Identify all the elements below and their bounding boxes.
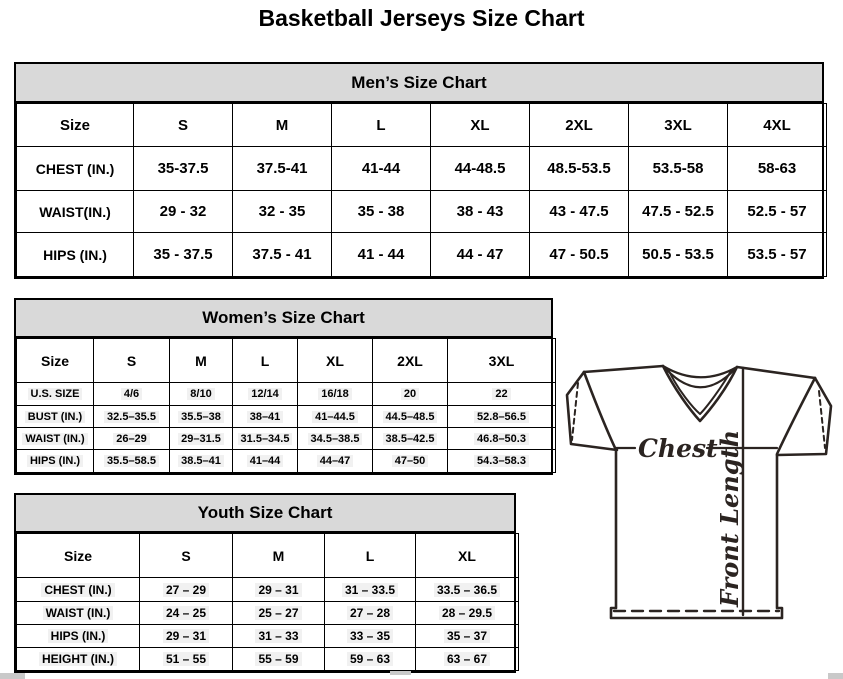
value-cell: 37.5-41 [233,147,332,191]
value-cell: 54.3–58.3 [448,450,556,473]
value-cell: 25 – 27 [233,602,325,625]
value-cell: 38 - 43 [431,191,530,233]
value-cell: 35 – 37 [416,625,519,648]
jersey-outline-icon [563,358,837,626]
measurement-row [17,191,827,233]
measurement-row [17,428,556,450]
value-cell: 16/18 [298,383,373,406]
value-cell: 44 - 47 [431,233,530,277]
row-label-cell: HIPS (IN.) [17,625,140,648]
value-cell: 41–44.5 [298,406,373,428]
measurement-row [17,602,519,625]
value-cell: 27 – 29 [140,578,233,602]
value-cell: 37.5 - 41 [233,233,332,277]
value-cell: 55 – 59 [233,648,325,671]
column-header-cell: M [233,104,332,147]
value-cell: 47 - 50.5 [530,233,629,277]
row-label-cell: WAIST (IN.) [17,428,94,450]
value-cell: 35.5–38 [170,406,233,428]
value-cell: 44.5–48.5 [373,406,448,428]
size-label-cell: Size [17,104,134,147]
value-cell: 31 – 33.5 [325,578,416,602]
measurement-row [17,450,556,473]
value-cell: 35 - 37.5 [134,233,233,277]
value-cell: 29–31.5 [170,428,233,450]
value-cell: 20 [373,383,448,406]
value-cell: 50.5 - 53.5 [629,233,728,277]
scrollbar-artifact-middle [390,671,411,675]
size-label-cell: Size [17,534,140,578]
value-cell: 31 – 33 [233,625,325,648]
row-label-cell: WAIST (IN.) [17,602,140,625]
column-header-cell: 3XL [448,339,556,383]
value-cell: 28 – 29.5 [416,602,519,625]
mens-table-grid [16,103,827,277]
value-cell: 41-44 [332,147,431,191]
value-cell: 31.5–34.5 [233,428,298,450]
measurement-row [17,625,519,648]
chest-measurement-label: Chest [638,434,718,463]
mens-size-chart-table [14,62,824,279]
value-cell: 52.8–56.5 [448,406,556,428]
column-header-cell: S [134,104,233,147]
column-header-cell: XL [416,534,519,578]
column-header-cell: 4XL [728,104,827,147]
value-cell: 41 - 44 [332,233,431,277]
value-cell: 27 – 28 [325,602,416,625]
value-cell: 4/6 [94,383,170,406]
row-label-cell: U.S. SIZE [17,383,94,406]
value-cell: 22 [448,383,556,406]
youth-table-header: Youth Size Chart [16,495,514,533]
value-cell: 47–50 [373,450,448,473]
measurement-row [17,233,827,277]
jersey-measurement-diagram [563,358,837,631]
value-cell: 43 - 47.5 [530,191,629,233]
measurement-row [17,383,556,406]
value-cell: 46.8–50.3 [448,428,556,450]
size-header-row [17,104,827,147]
column-header-cell: M [233,534,325,578]
value-cell: 59 – 63 [325,648,416,671]
column-header-cell: 2XL [373,339,448,383]
column-header-cell: M [170,339,233,383]
value-cell: 48.5-53.5 [530,147,629,191]
column-header-cell: L [332,104,431,147]
size-header-row [17,534,519,578]
value-cell: 29 – 31 [140,625,233,648]
value-cell: 44–47 [298,450,373,473]
measurement-row [17,147,827,191]
value-cell: 12/14 [233,383,298,406]
row-label-cell: HIPS (IN.) [17,450,94,473]
size-label-cell: Size [17,339,94,383]
column-header-cell: L [233,339,298,383]
value-cell: 26–29 [94,428,170,450]
row-label-cell: HEIGHT (IN.) [17,648,140,671]
scrollbar-artifact-right [828,673,843,679]
value-cell: 32.5–35.5 [94,406,170,428]
womens-table-grid [16,338,556,473]
womens-table-header: Women’s Size Chart [16,300,551,338]
measurement-row [17,648,519,671]
mens-table-header: Men’s Size Chart [16,64,822,103]
column-header-cell: 2XL [530,104,629,147]
value-cell: 53.5 - 57 [728,233,827,277]
womens-size-chart-table [14,298,553,475]
value-cell: 63 – 67 [416,648,519,671]
value-cell: 34.5–38.5 [298,428,373,450]
youth-size-chart-table [14,493,516,673]
row-label-cell: WAIST(IN.) [17,191,134,233]
value-cell: 58-63 [728,147,827,191]
column-header-cell: S [94,339,170,383]
value-cell: 35.5–58.5 [94,450,170,473]
value-cell: 53.5-58 [629,147,728,191]
column-header-cell: 3XL [629,104,728,147]
value-cell: 44-48.5 [431,147,530,191]
value-cell: 51 – 55 [140,648,233,671]
measurement-row [17,406,556,428]
page-title: Basketball Jerseys Size Chart [258,5,585,31]
value-cell: 32 - 35 [233,191,332,233]
column-header-cell: L [325,534,416,578]
value-cell: 8/10 [170,383,233,406]
value-cell: 33 – 35 [325,625,416,648]
row-label-cell: BUST (IN.) [17,406,94,428]
size-header-row [17,339,556,383]
measurement-row [17,578,519,602]
value-cell: 38.5–41 [170,450,233,473]
value-cell: 33.5 – 36.5 [416,578,519,602]
value-cell: 29 – 31 [233,578,325,602]
value-cell: 29 - 32 [134,191,233,233]
value-cell: 35 - 38 [332,191,431,233]
front-length-measurement-label: Front Length [715,429,744,607]
value-cell: 38–41 [233,406,298,428]
youth-table-grid [16,533,519,671]
scrollbar-artifact-left [0,673,25,679]
value-cell: 38.5–42.5 [373,428,448,450]
value-cell: 24 – 25 [140,602,233,625]
row-label-cell: CHEST (IN.) [17,578,140,602]
row-label-cell: CHEST (IN.) [17,147,134,191]
column-header-cell: XL [431,104,530,147]
value-cell: 47.5 - 52.5 [629,191,728,233]
column-header-cell: S [140,534,233,578]
value-cell: 35-37.5 [134,147,233,191]
row-label-cell: HIPS (IN.) [17,233,134,277]
column-header-cell: XL [298,339,373,383]
value-cell: 41–44 [233,450,298,473]
value-cell: 52.5 - 57 [728,191,827,233]
